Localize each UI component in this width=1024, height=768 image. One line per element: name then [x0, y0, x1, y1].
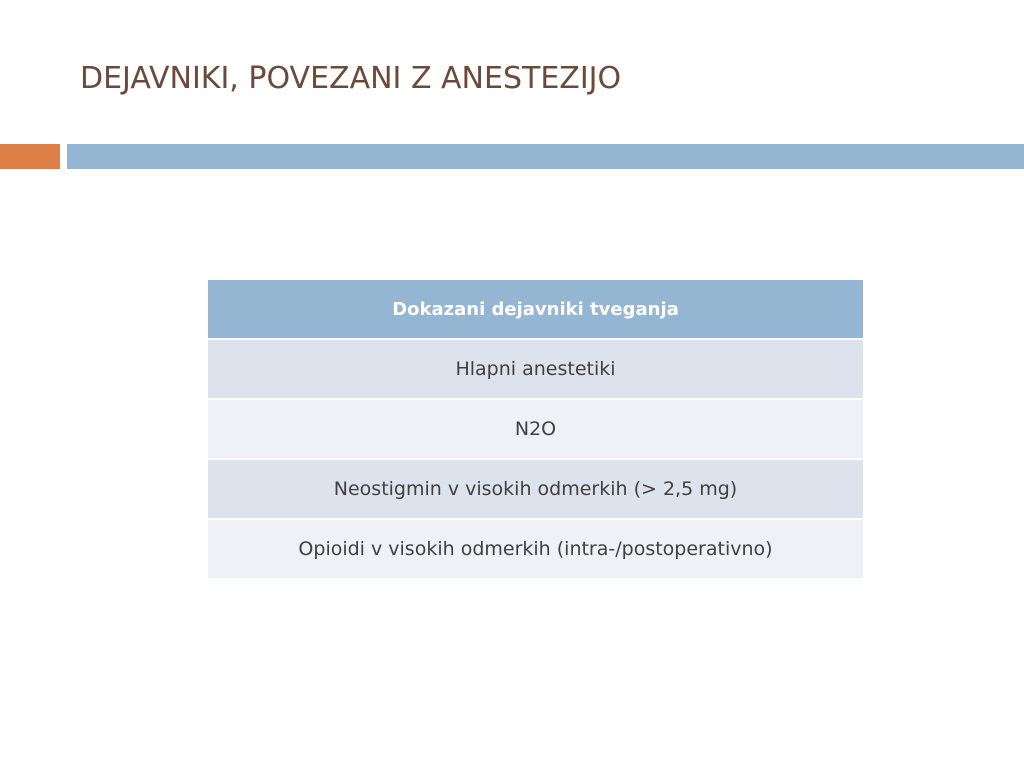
table-row [208, 339, 863, 399]
risk-factors-table [208, 280, 863, 578]
table-cell: N2O [208, 399, 863, 459]
table-body [208, 339, 863, 578]
table-cell: Opioidi v visokih odmerkih (intra-/postoperativno) [208, 519, 863, 578]
table-row [208, 399, 863, 459]
table-header [208, 280, 863, 339]
table-cell: Neostigmin v visokih odmerkih (> 2,5 mg) [208, 459, 863, 519]
table-row [208, 459, 863, 519]
table-row [208, 519, 863, 578]
table-header-cell: Dokazani dejavniki tveganja [208, 280, 863, 339]
accent-bar-orange [0, 144, 60, 169]
accent-bar-blue [67, 144, 1024, 169]
slide-title: DEJAVNIKI, POVEZANI Z ANESTEZIJO [80, 61, 622, 96]
table-cell: Hlapni anestetiki [208, 339, 863, 399]
table-header-row [208, 280, 863, 339]
